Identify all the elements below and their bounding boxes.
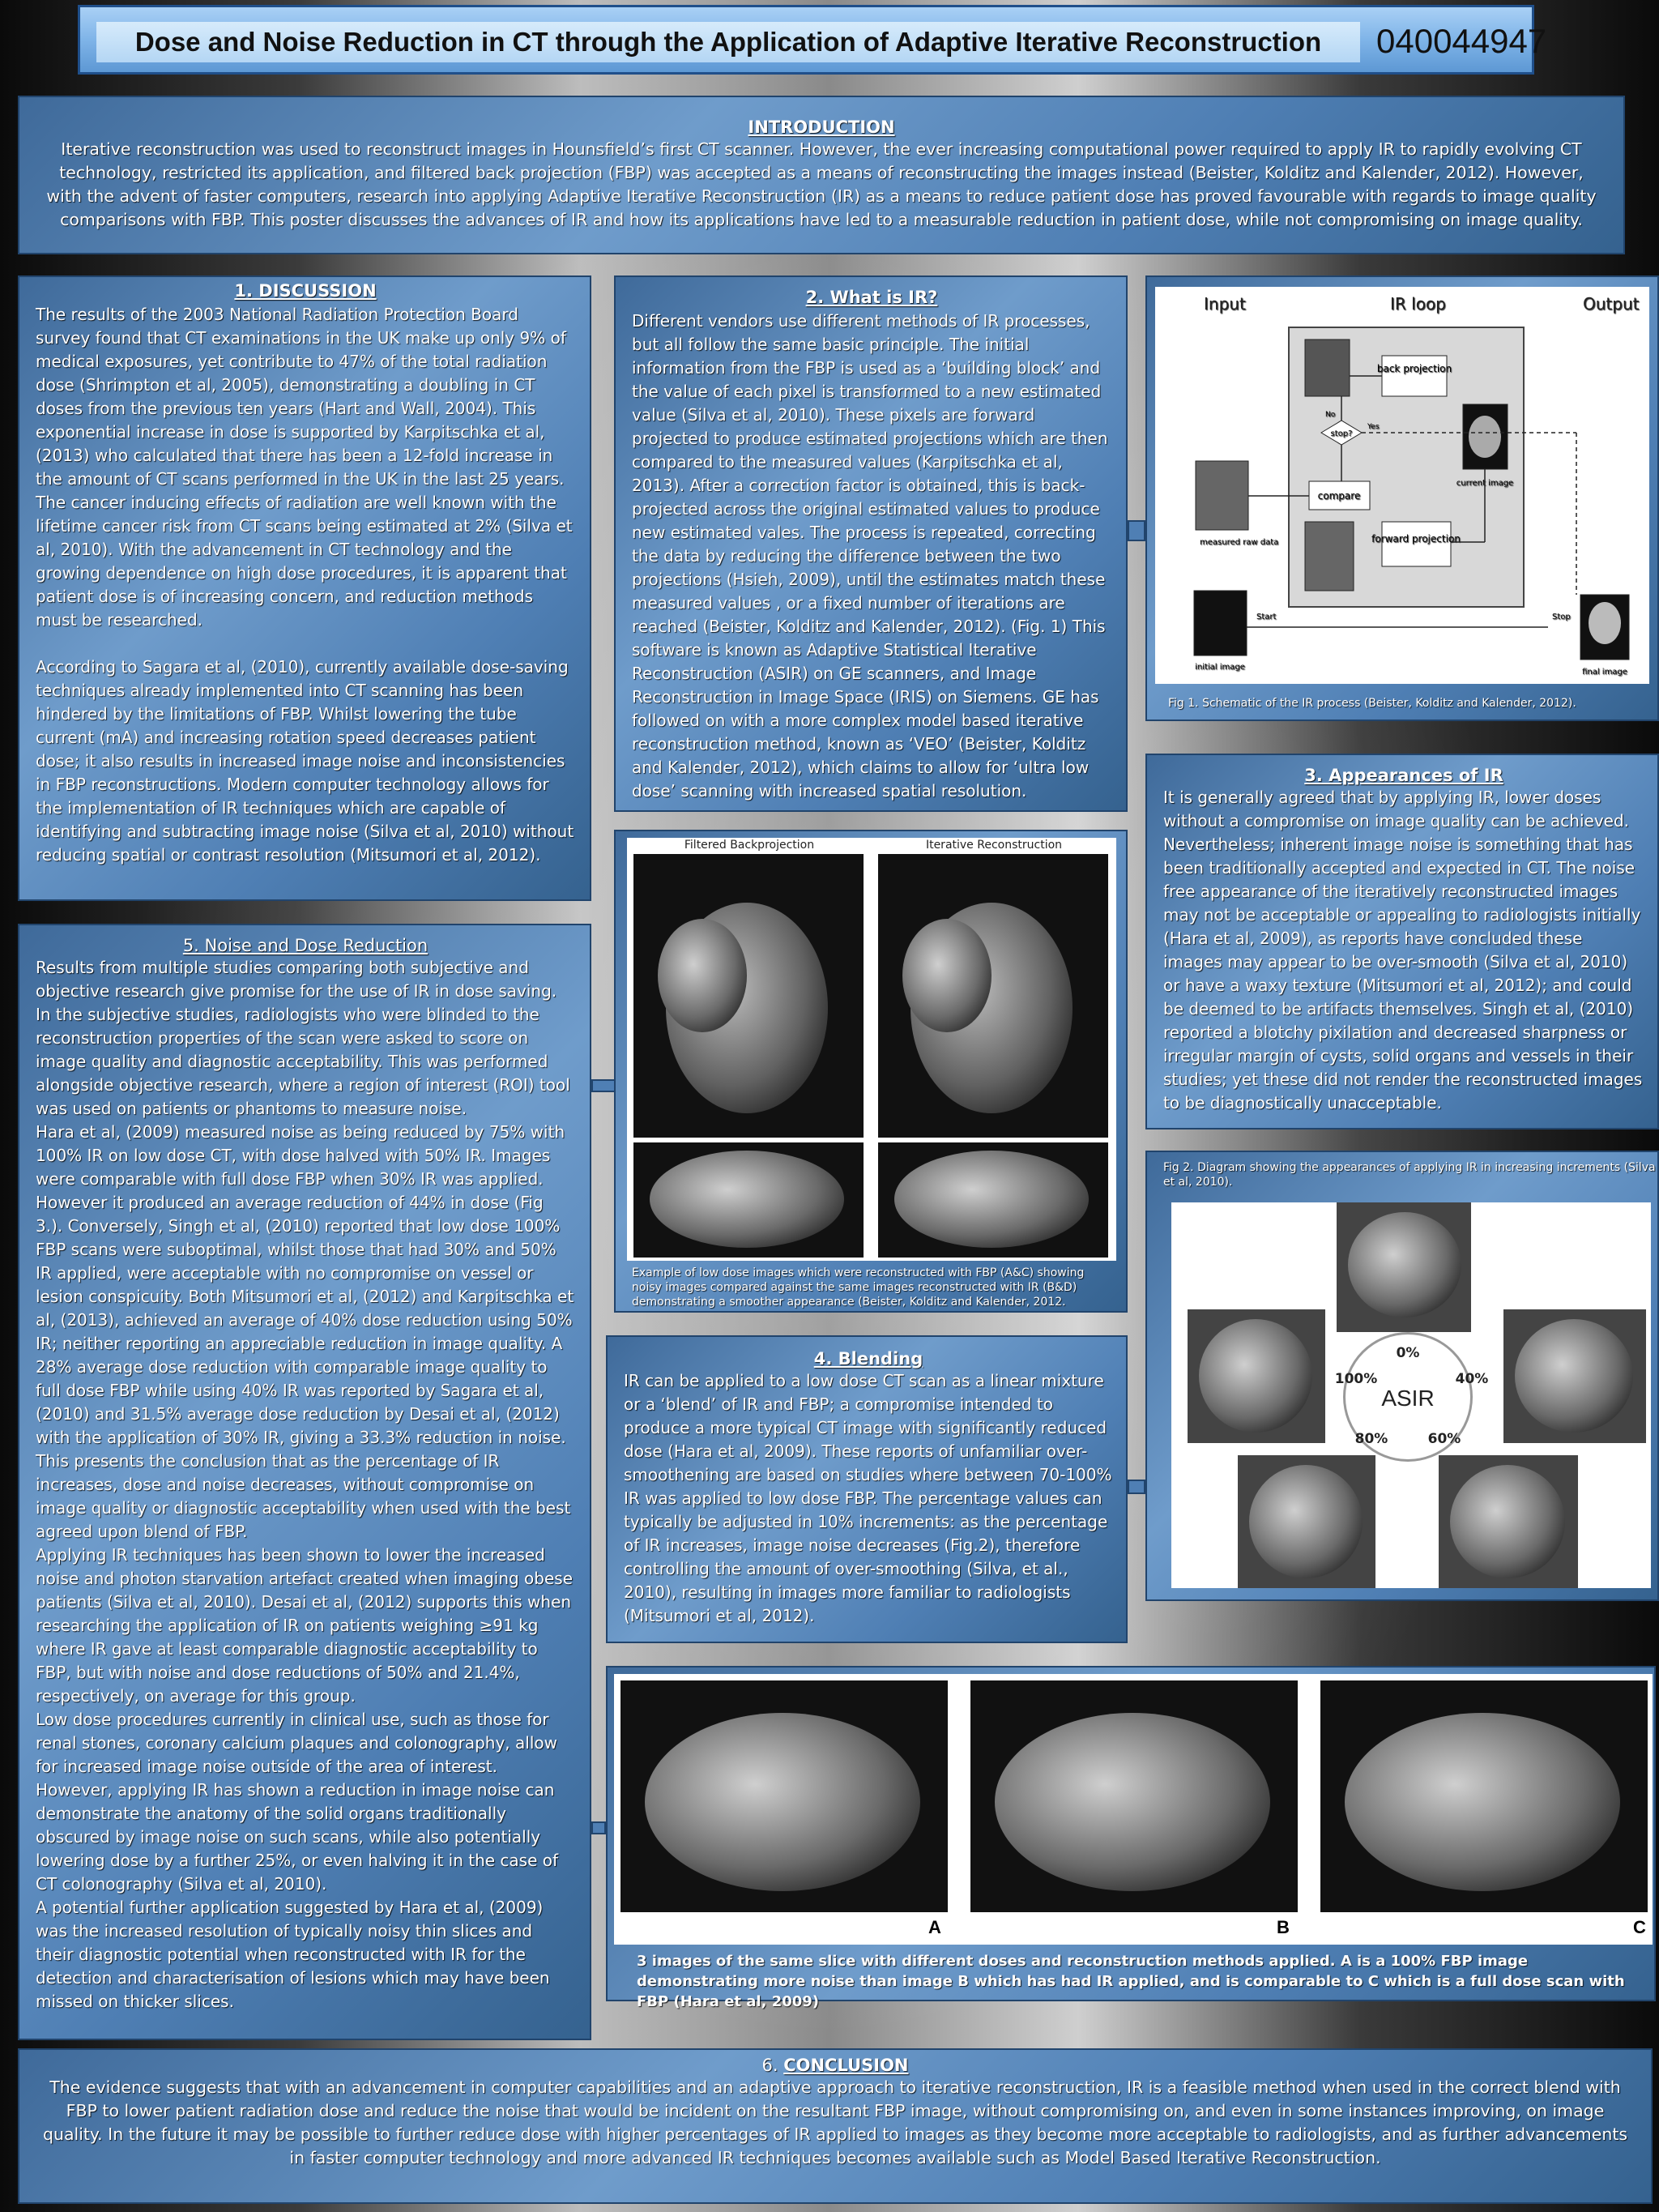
asir-pct-40: 40%	[1455, 1371, 1489, 1387]
comparison-caption: Example of low dose images which were reconstructed with FBP (A&C) showing noisy images compared against the same images reconstructed with IR (B&D) demonstrating a smoother appearance (Beister, Kolditz and Kalender, 2012.	[632, 1266, 1085, 1309]
noise-dose-panel	[18, 924, 591, 2040]
discussion-panel	[18, 275, 591, 901]
asir-image-60	[1439, 1455, 1578, 1588]
appearances-text: It is generally agreed that by applying IR, lower doses without a compromise on image quality can be achieved. Nevertheless; inherent image noise is something that has been traditionally accepted and expected in CT. The noise free appearance of the iteratively reconstructed images may not be acceptable or appealing to radiologists initially (Hara et al, 2009), as reports have concluded these images may appear to be over-smooth (Silva et al, 2010) or have a waxy texture (Mitsumori et al, 2012); and could be deemed to be artifacts themselves. Singh et al, (2010) reported a blotchy pixilation and decreased sharpness or irregular margin of cysts, solid organs and vessels in their studies; yet these did not render the reconstructed images to be diagnostically unacceptable.	[1163, 788, 1643, 1112]
blending-panel	[606, 1335, 1128, 1643]
initial-image	[1194, 591, 1247, 655]
asir-center-label: ASIR	[1381, 1386, 1435, 1411]
fig3-panel	[606, 1666, 1656, 2010]
image-stack	[1305, 339, 1350, 396]
what-is-ir-heading: 2. What is IR?	[805, 288, 938, 307]
introduction-text: Iterative reconstruction was used to reconstruct images in Hounsfield’s first CT scanner. However, the ever increasing computational power required to apply IR to rapidly evolving CT technology, restricted its application, and filtered back projection (FBP) was accepted as a means of reconstructing the images instead (Beister, Kolditz and Kalender, 2012). However, with the advent of faster computers, research into applying Adaptive Iterative Reconstruction (IR) as a means to reduce patient dose has proved favourable with regards to image quality comparisons with FBP. This poster discusses the advances of IR and how its applications have led to a measurable reduction in patient dose, while not compromising on image quality.	[46, 139, 1597, 229]
ct-axial-ir	[878, 1142, 1108, 1258]
compare-label: compare	[1317, 490, 1361, 502]
discussion-paragraph: The results of the 2003 National Radiation Protection Board survey found that CT examinations in the UK make up only 9% of medical exposures, yet contribute to 47% of the total radiation dose (Shrimpton et al, 2005), demonstrating a doubling in CT doses from the previous ten years (Hart and Wall, 2004). This exponential increase in dose is supported by Karpitschka et al, (2013) who calculated that there has been a 12-fold increase in the amount of CT scans performed in the UK in the last 25 years. The cancer inducing effects of radiation are well known with the lifetime cancer risk from CT scans being estimated at 2% (Silva et al, 2010). With the advancement in CT technology and the growing dependence on high dose procedures, it is apparent that patient dose is of increasing concern, and reduction methods must be researched.	[36, 305, 573, 630]
back-projection-label: back projection	[1376, 363, 1452, 374]
ct-coronal-ir	[878, 854, 1108, 1138]
asir-diagram-frame	[1171, 1202, 1651, 1588]
asir-pct-100: 100%	[1334, 1371, 1378, 1387]
noise-dose-paragraph: Low dose procedures currently in clinical use, such as those for renal stones, coronary calcium plaques and colonography, allow for increased image noise outside of the area of interest. However, applying IR has shown a reduction in image noise can demonstrate the anatomy of the solid organs traditionally obscured by image noise on such scans, while also potentially lowering dose by a further 25%, or even halving it in the case of CT colonography (Silva et al, 2010).	[36, 1710, 559, 1894]
connector-line	[1128, 520, 1145, 541]
stop-decision-label: stop?	[1330, 429, 1353, 438]
discussion-heading: 1. DISCUSSION	[234, 281, 377, 301]
forward-projection-label: forward projection	[1371, 533, 1461, 544]
fig3-caption: 3 images of the same slice with different doses and reconstruction methods applied. A is a 100% FBP image demonstrating more noise than image B which has had IR applied, and is comparable to C which is a full dose scan with FBP (Hara et al, 2009)	[637, 1953, 1625, 2010]
asir-image-40	[1503, 1309, 1646, 1443]
asir-pct-80: 80%	[1354, 1431, 1388, 1447]
ct-image-c	[1320, 1680, 1648, 1912]
conclusion-panel	[18, 2048, 1653, 2204]
ct-coronal-fbp	[633, 854, 864, 1138]
measured-data-stack	[1196, 461, 1248, 530]
fig1-panel	[1145, 275, 1659, 721]
comparison-figure-panel	[614, 830, 1128, 1313]
discussion-paragraph: According to Sagara et al, (2010), currently available dose-saving techniques already implemented into CT scanning has been hindered by the limitations of FBP. Whilst lowering the tube current (mA) and increasing rotation speed decreases patient dose; it also results in increased image noise and inconsistencies in FBP reconstructions. Modern computer technology allows for the implementation of IR techniques which are capable of identifying and subtracting image noise (Silva et al, 2010) without reducing spatial or contrast resolution (Mitsumori et al, 2012).	[36, 657, 574, 865]
poster-title: Dose and Noise Reduction in CT through the Application of Adaptive Iterative Reconstruction	[96, 22, 1360, 62]
final-image-slice	[1589, 602, 1621, 644]
appearances-panel	[1145, 754, 1659, 1129]
conclusion-text: The evidence suggests that with an advancement in computer capabilities and an adaptive approach to iterative reconstruction, IR is a feasible method when used in the correct blend with FBP to lower patient radiation dose and reduce the noise that would be incident on the resultant FBP image, without compromising on, and even in some instances improving, on image quality. In the future it may be possible to further reduce dose with higher percentages of IR applied to images as they become more acceptable to radiologists, and as further advancements in faster computer technology and more advanced IR techniques becomes available such as Model Based Iterative Reconstruction.	[42, 2077, 1628, 2167]
start-label: Start	[1256, 613, 1277, 621]
yes-label: Yes	[1367, 423, 1380, 431]
conclusion-number: 6.	[761, 2056, 778, 2075]
noise-dose-paragraph: A potential further application suggested by Hara et al, (2009) was the increased resolution of typically noisy thin slices and their diagnostic potential when reconstructed with IR for the detection and characterisation of lesions which may have been missed on thicker slices.	[36, 1898, 550, 2011]
fig1-caption: Fig 1. Schematic of the IR process (Beister, Kolditz and Kalender, 2012).	[1168, 697, 1576, 710]
asir-image-100	[1188, 1309, 1325, 1443]
ct-image-b	[970, 1680, 1298, 1912]
image-label-c: C	[1633, 1917, 1646, 1937]
no-label: No	[1325, 411, 1336, 419]
noise-dose-paragraph: Hara et al, (2009) measured noise as being reduced by 75% with 100% IR on low dose CT, with dose halved with 50% IR. Images were comparable with full dose FBP when 30% IR was applied. However it produced an average reduction of 44% in dose (Fig 3.). Conversely, Singh et al, (2010) reported that low dose 100% FBP scans were suboptimal, whilst those that had 30% and 50% IR applied, were acceptable with no compromise on vessel or lesion conspicuity. Both Mitsumori et al, (2012) and Karpitschka et al, (2013), achieved an average of 40% dose reduction using 50% IR; neither reporting an appreciable reduction in image quality. A 28% average dose reduction with comparable image quality to full dose FBP while using 40% IR was reported by Sagara et al, (2010) and 31.5% average dose reduction by Desai et al, (2012) with the application of 30% IR, giving a 33.3% reduction in noise. This presents the conclusion that as the percentage of IR increases, dose and noise decreases, without compromise on image quality or diagnostic acceptability when used with the best agreed upon blend of FBP.	[36, 1122, 574, 1541]
diagram-ir-loop-label: IR loop	[1390, 294, 1446, 314]
asir-pct-0: 0%	[1396, 1345, 1420, 1361]
poster-id-number: 040044947	[1376, 22, 1547, 60]
asir-image-80	[1238, 1455, 1375, 1588]
noise-dose-paragraph: Results from multiple studies comparing both subjective and objective research give promise for the use of IR in dose saving. In the subjective studies, radiologists who were blinded to the reconstruction properties of the scan were asked to score on image quality and diagnostic acceptability. This was performed alongside objective research, where a region of interest (ROI) tool was used on patients or phantoms to measure noise.	[36, 958, 570, 1118]
connector-line	[591, 1821, 606, 1834]
noise-dose-paragraph: Applying IR techniques has been shown to lower the increased noise and photon starvation artefact created when imaging obese patients (Silva et al, 2010). Desai et al, (2012) supports this when researching the application of IR on patients weighing ≥91 kg where IR gave at least comparable diagnostic acceptability to FBP, but with noise and dose reductions of 50% and 21.4%, respectively, on average for this group.	[36, 1545, 574, 1706]
final-image-label: final image	[1582, 668, 1627, 677]
what-is-ir-panel	[614, 275, 1128, 812]
ct-axial-fbp	[633, 1142, 864, 1258]
fig3-image-strip	[614, 1674, 1653, 1945]
blending-text: IR can be applied to a low dose CT scan as a linear mixture or a ‘blend’ of IR and FBP; a compromise intended to produce a more typical CT image with significantly reduced dose (Hara et al, 2009). These reports of unfamiliar over-smoothening are based on studies where between 70-100% IR was applied to low dose FBP. The percentage values can typically be adjusted in 10% increments: as the percentage of IR increases, image noise decreases (Fig.2), therefore controlling the amount of over-smoothing (Silva, et al., 2010), resulting in images more familiar to radiologists (Mitsumori et al, 2012).	[624, 1371, 1112, 1625]
introduction-panel	[18, 96, 1625, 254]
current-image-label: current image	[1456, 479, 1514, 488]
measured-raw-data-label: measured raw data	[1200, 538, 1279, 547]
what-is-ir-text: Different vendors use different methods of IR processes, but all follow the same basic principle. The initial information from the FBP is used as a ‘building block’ and the value of each pixel is transformed to a new estimated value (Silva et al, 2010). These pixels are forward projected to produce estimated projections which are then compared to the measured values (Karpitschka et al, 2013). After a correction factor is obtained, this is back-projected across the original estimated values to produce new estimated vales. The process is repeated, correcting the data by reducing the difference between the two projections (Hsieh, 2009), until the estimates match these measured values , or a fixed number of iterations are reached (Beister, Kolditz and Kalender, 2012). (Fig. 1) This software is known as Adaptive Statistical Iterative Reconstruction (ASIR) on GE scanners, and Image Reconstruction in Image Space (IRIS) on Siemens. GE has followed on with a more complex model based iterative reconstruction method, known as ‘VEO’ (Beister, Kolditz and Kalender, 2012), which claims to allow for ‘ultra low dose’ scanning with increased spatial resolution.	[632, 311, 1108, 801]
projection-stack	[1305, 522, 1354, 591]
back-projection-box	[1382, 356, 1447, 396]
diagram-input-label: Input	[1204, 294, 1246, 314]
current-image-slice	[1469, 416, 1501, 458]
conclusion-heading: CONCLUSION	[783, 2056, 909, 2075]
connector-line	[1128, 1480, 1145, 1494]
noise-dose-heading: 5. Noise and Dose Reduction	[182, 936, 429, 955]
appearances-heading: 3. Appearances of IR	[1304, 766, 1503, 785]
comparison-image-frame	[627, 838, 1116, 1261]
fig2-caption: Fig 2. Diagram showing the appearances of applying IR in increasing increments (Silva et al, 2010).	[1163, 1161, 1656, 1189]
initial-image-label: initial image	[1195, 663, 1245, 672]
stop-label: Stop	[1552, 613, 1571, 621]
asir-pct-60: 60%	[1427, 1431, 1461, 1447]
title-banner	[78, 5, 1547, 75]
ir-process-diagram	[1155, 287, 1649, 684]
image-label-b: B	[1277, 1917, 1290, 1937]
image-label-a: A	[928, 1917, 941, 1937]
ct-image-a	[621, 1680, 948, 1912]
diagram-output-label: Output	[1583, 294, 1640, 314]
ir-title: Iterative Reconstruction	[925, 839, 1063, 852]
asir-image-0	[1337, 1202, 1471, 1332]
connector-line	[591, 1079, 616, 1092]
introduction-heading: INTRODUCTION	[748, 117, 895, 137]
fig2-panel	[1145, 1151, 1659, 1601]
fbp-title: Filtered Backprojection	[684, 839, 815, 852]
blending-heading: 4. Blending	[813, 1349, 923, 1369]
